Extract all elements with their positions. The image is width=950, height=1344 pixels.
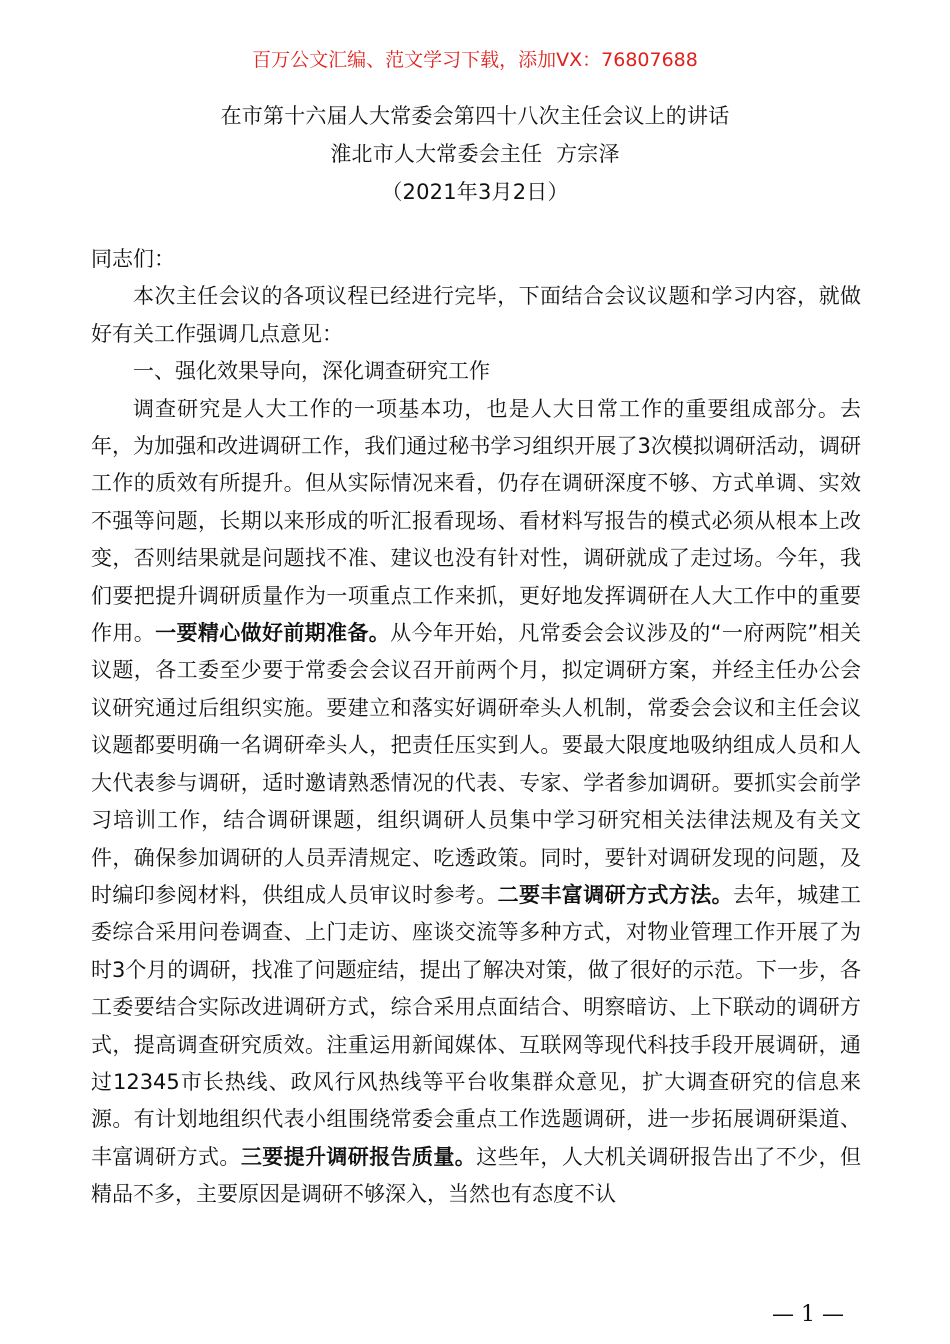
paragraph-text: 去年，城建工委综合采用问卷调查、上门走访、座谈交流等多种方式，对物业管理工作开展了为时3个月的调研，找准了问题症结，提出了解决对策，做了很好的示范。下一步，各工委要结合实际改进调研方式，综合采用点面结合、明察暗访、上下联动的调研方式，提高调查研究质效。注重运用新闻媒体、互联网等现代科技手段开展调研，通过12345市长热线、政风行风热线等平台收集群众意见，扩大调查研究的信息来源。有计划地组织代表小组围绕常委会重点工作选题调研，进一步拓展调研渠道、丰富调研方式。	[91, 882, 862, 1169]
salutation: 同志们：	[91, 247, 175, 271]
intro-paragraph: 本次主任会议的各项议程已经进行完毕，下面结合会议议题和学习内容，就做好有关工作强调几点意见：	[91, 284, 861, 346]
speech-title: 在市第十六届人大常委会第四十八次主任会议上的讲话	[220, 104, 730, 128]
paragraph-text: 这些年，人大机关调研报告出了不少，但精品不多，主要原因是调研不够深入，当然也有态度不认	[91, 1144, 862, 1207]
paragraph-text: 从今年开始，凡常委会会议涉及的“一府两院”相关议题，各工委至少要于常委会会议召开前两个月，拟定调研方案，并经主任办公会议研究通过后组织实施。要建立和落实好调研牵头人机制，常委会会议和主任会议议题都要明确一名调研牵头人，把责任压实到人。要最大限度地吸纳组成人员和人大代表参与调研，适时邀请熟悉情况的代表、专家、学者参加调研。要抓实会前学习培训工作，结合调研课题，组织调研人员集中学习研究相关法律法规及有关文件，确保参加调研的人员弄清规定、吃透政策。同时，要针对调研发现的问题，及时编印参阅材料，供组成人员审议时参考。	[91, 621, 862, 907]
speaker-line: 淮北市人大常委会主任 方宗泽	[330, 142, 620, 166]
key-point-1: 一要精心做好前期准备。	[155, 621, 391, 646]
speech-date: （2021年3月2日）	[381, 180, 569, 204]
section-heading: 一、强化效果导向，深化调查研究工作	[133, 359, 490, 384]
section-paragraph	[91, 391, 861, 1214]
key-point-3: 三要提升调研报告质量。	[240, 1144, 477, 1169]
speech-body	[91, 241, 861, 1214]
paragraph-text: 调查研究是人大工作的一项基本功，也是人大日常工作的重要组成部分。去年，为加强和改进调研工作，我们通过秘书学习组织开展了3次模拟调研活动，调研工作的质效有所提升。但从实际情况来看，仍存在调研深度不够、方式单调、实效不强等问题，长期以来形成的听汇报看现场、看材料写报告的模式必须从根本上改变，否则结果就是问题找不准、建议也没有针对性，调研就成了走过场。今年，我们要把提升调研质量作为一项重点工作来抓，更好地发挥调研在人大工作中的重要作用。	[91, 396, 861, 646]
page-number: — 1 —	[772, 1302, 844, 1327]
document-header	[0, 97, 950, 211]
download-banner: 百万公文汇编、范文学习下载，添加VX：76807688	[252, 49, 698, 71]
key-point-2: 二要丰富调研方式方法。	[497, 882, 734, 907]
